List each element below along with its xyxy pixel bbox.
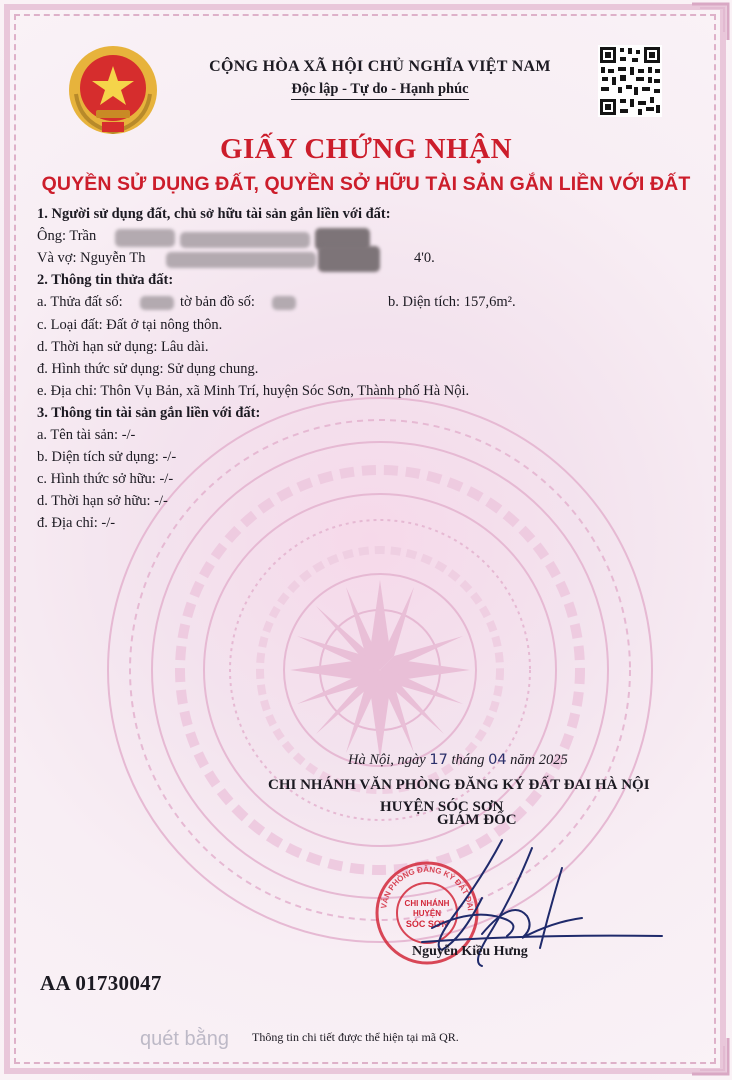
- document-header: [180, 58, 580, 100]
- map-sheet-number: tờ bản đồ số:: [180, 294, 255, 310]
- owner-label: Ông: Trần: [37, 228, 97, 244]
- date-day: 17: [429, 752, 448, 768]
- corner-ornament: [690, 2, 730, 42]
- issuing-district: HUYỆN SÓC SƠN: [380, 799, 504, 815]
- redaction-mark: [272, 296, 296, 310]
- asset-item: a. Tên tài sản: -/-: [37, 427, 136, 443]
- certificate-subtitle: QUYỀN SỬ DỤNG ĐẤT, QUYỀN SỞ HỮU TÀI SẢN GẮN LIỀN VỚI ĐẤT: [41, 173, 691, 195]
- asset-item: d. Thời hạn sở hữu: -/-: [37, 493, 168, 509]
- signer-name: Nguyễn Kiều Hưng: [412, 944, 528, 959]
- land-use-form: đ. Hình thức sử dụng: Sử dụng chung.: [37, 361, 259, 377]
- redaction-mark: [180, 232, 310, 248]
- date-prefix: Hà Nội, ngày: [348, 752, 426, 768]
- place-and-date: [348, 752, 568, 769]
- parcel-area: b. Diện tích: 157,6m².: [388, 294, 516, 310]
- month-label: tháng: [451, 752, 485, 768]
- seal-inner-text: SÓC SƠN: [405, 919, 449, 929]
- national-emblem-icon: [66, 44, 160, 138]
- issuing-office: CHI NHÁNH VĂN PHÒNG ĐĂNG KÝ ĐẤT ĐAI HÀ NỘI: [268, 777, 650, 793]
- qr-code-icon: [598, 45, 662, 117]
- asset-item: đ. Địa chỉ: -/-: [37, 515, 116, 531]
- serial-number: AA 01730047: [40, 971, 162, 995]
- parcel-number: a. Thửa đất số:: [37, 294, 123, 310]
- spouse-id-tail: 4'0.: [414, 250, 435, 266]
- redaction-mark: [140, 296, 174, 310]
- redaction-mark: [318, 246, 380, 272]
- section1-heading: 1. Người sử dụng đất, chủ sở hữu tài sản gắn liền với đất:: [37, 206, 391, 222]
- parcel-address: e. Địa chỉ: Thôn Vụ Bản, xã Minh Trí, huyện Sóc Sơn, Thành phố Hà Nội.: [37, 383, 470, 399]
- seal-inner-text: CHI NHÁNH: [404, 899, 450, 908]
- national-motto: Độc lập - Tự do - Hạnh phúc: [291, 81, 468, 100]
- spouse-label: Và vợ: Nguyễn Th: [37, 250, 146, 266]
- land-use-term: d. Thời hạn sử dụng: Lâu dài.: [37, 339, 209, 355]
- seal-outer-text: VĂN PHÒNG ĐĂNG KÝ ĐẤT ĐAI: [379, 864, 475, 912]
- spouse-line: [37, 250, 145, 267]
- signer-position: GIÁM ĐỐC: [437, 812, 517, 828]
- date-month: 04: [488, 752, 507, 768]
- section3-heading: 3. Thông tin tài sản gắn liền với đất:: [37, 405, 261, 421]
- asset-item: c. Hình thức sở hữu: -/-: [37, 471, 174, 487]
- scan-watermark: quét bằng: [140, 1028, 229, 1050]
- qr-note: Thông tin chi tiết được thể hiện tại mã QR.: [252, 1030, 459, 1044]
- owner-line: [37, 228, 96, 245]
- redaction-mark: [166, 252, 316, 268]
- land-type: c. Loại đất: Đất ở tại nông thôn.: [37, 317, 223, 333]
- redaction-mark: [115, 229, 175, 247]
- section2-heading: 2. Thông tin thửa đất:: [37, 272, 174, 288]
- certificate-title: GIẤY CHỨNG NHẬN: [219, 133, 513, 165]
- nation-name: CỘNG HÒA XÃ HỘI CHỦ NGHĨA VIỆT NAM: [209, 58, 551, 75]
- seal-inner-text: HUYỆN: [412, 909, 442, 918]
- year-label: năm 2025: [510, 752, 568, 768]
- corner-ornament: [690, 1036, 730, 1076]
- asset-item: b. Diện tích sử dụng: -/-: [37, 449, 177, 465]
